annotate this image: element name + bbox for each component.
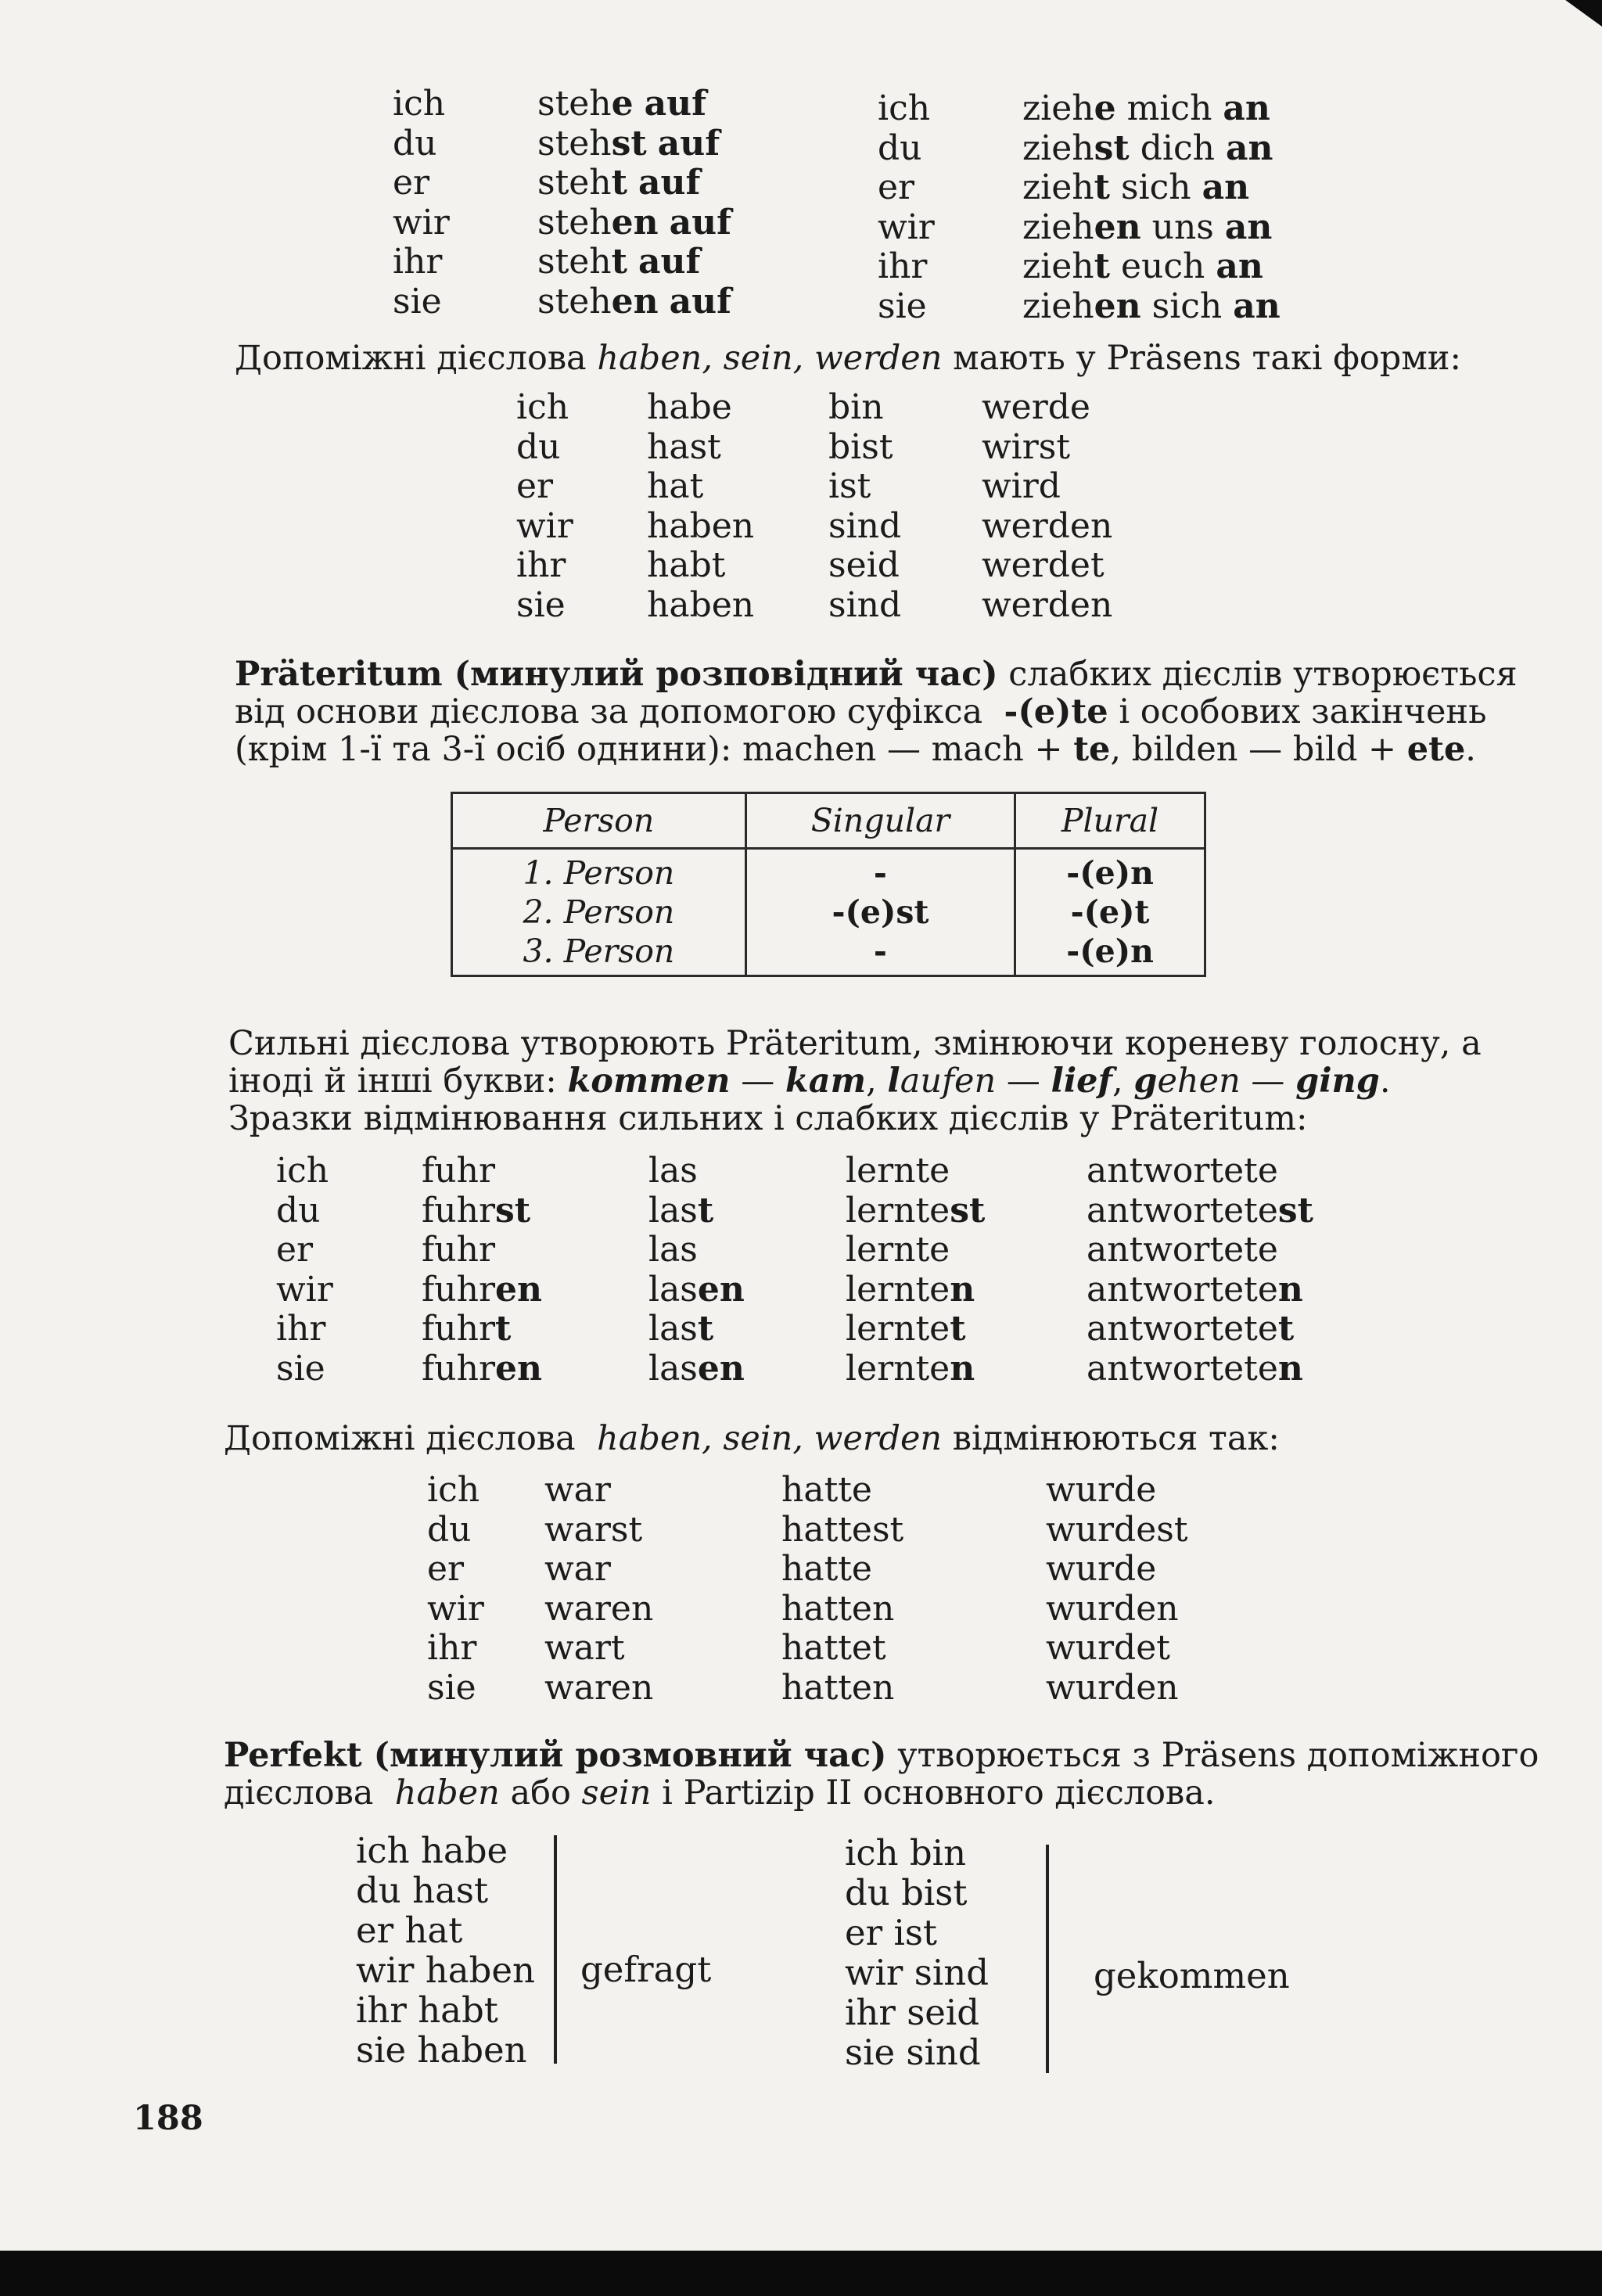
reflexive-pronoun: sich (1151, 286, 1223, 326)
verb-form: wart (544, 1628, 625, 1668)
verb-stem: zieh (1022, 88, 1094, 128)
verb-stem: antwortete (1087, 1348, 1278, 1389)
verb-form: wirst (982, 426, 1071, 467)
verb-stem: lernte (846, 1348, 950, 1389)
verb-form (1022, 129, 1304, 169)
verb-form: hatten (781, 1667, 895, 1708)
persons-cell (452, 849, 746, 976)
separable-verb-table-aufstehen (393, 84, 772, 322)
verb-ending: t (1094, 246, 1110, 286)
verb-form: werdet (982, 545, 1105, 585)
pronoun: ihr (393, 242, 443, 282)
verb-stem: fuhr (422, 1269, 495, 1310)
pronoun: du (276, 1190, 321, 1231)
verb-form: warst (544, 1509, 643, 1550)
verb-stem: steh (537, 123, 612, 163)
pronoun: wir (276, 1269, 333, 1310)
verb-form: seid (828, 545, 900, 585)
verb-form: wurdest (1046, 1509, 1188, 1550)
verb-particle: auf (638, 242, 701, 282)
verb-stem: zieh (1022, 246, 1094, 286)
verb-stem: las (648, 1348, 698, 1389)
pronoun: ihr (276, 1309, 326, 1349)
verb-form: sind (828, 505, 902, 546)
reflexive-pronoun: mich (1126, 88, 1212, 128)
aux-praeteritum-intro: Допоміжні дієслова haben, sein, werden відмінюються так: (224, 1419, 1280, 1458)
auxiliary-form: er ist (845, 1912, 938, 1953)
verb-stem: antwortete (1087, 1190, 1278, 1231)
verb-form (648, 1191, 846, 1231)
verb-form: werde (982, 387, 1090, 427)
verb-form: waren (544, 1588, 654, 1629)
plural-cell (1015, 849, 1205, 976)
verb-form (537, 84, 772, 124)
pronoun: ihr (516, 545, 566, 585)
verb-form: war (544, 1470, 611, 1510)
verb-particle: auf (657, 123, 720, 163)
verb-ending: n (950, 1348, 975, 1389)
verb-form (648, 1310, 846, 1349)
aux-praesens-table (516, 388, 1122, 625)
verb-form (1087, 1191, 1321, 1231)
verb-form: hast (647, 426, 721, 467)
singular-cell (745, 849, 1015, 976)
verb-form (648, 1349, 846, 1389)
verb-form: ist (828, 466, 871, 506)
header-plural: Plural (1015, 793, 1205, 849)
verb-form: hattet (781, 1628, 886, 1668)
auxiliary-form: wir haben (356, 1949, 535, 1991)
verb-stem: lernte (846, 1151, 950, 1191)
verb-form (537, 203, 772, 243)
verb-form: wurde (1046, 1549, 1157, 1589)
verb-ending: st (611, 123, 647, 163)
verb-ending: e (1094, 88, 1116, 128)
verb-stem: zieh (1022, 167, 1094, 207)
verb-ending: en (1094, 207, 1141, 247)
verb-form (1022, 89, 1304, 129)
person-3: 3. Person (523, 932, 675, 970)
verb-form (1022, 168, 1304, 208)
verb-ending: t (697, 1309, 714, 1349)
pronoun: du (427, 1509, 472, 1550)
verb-particle: an (1224, 207, 1273, 247)
verb-particle: auf (669, 281, 732, 322)
scan-corner-mark (1555, 0, 1602, 27)
verb-ending: st (1094, 128, 1130, 168)
perfekt-sein-forms (845, 1833, 989, 2072)
singular-2: -(e)st (832, 893, 929, 931)
separable-verb-table-anziehen (878, 89, 1304, 326)
auxiliary-form: sie haben (356, 2029, 527, 2071)
pronoun: sie (427, 1667, 476, 1708)
verb-form (537, 163, 772, 203)
verb-form: wurden (1046, 1667, 1179, 1708)
pronoun: du (878, 128, 922, 168)
verb-ending: n (950, 1269, 975, 1310)
verb-ending: en (697, 1269, 745, 1310)
pronoun: er (276, 1230, 314, 1270)
auxiliary-form: wir sind (845, 1952, 989, 1993)
verb-form (422, 1191, 648, 1231)
verb-form (422, 1152, 648, 1191)
verb-stem: steh (537, 281, 612, 322)
verb-stem: las (648, 1269, 698, 1310)
verb-ending: t (611, 163, 627, 203)
pronoun: du (516, 426, 561, 467)
verb-ending: n (1277, 1348, 1303, 1389)
verb-stem: zieh (1022, 128, 1094, 168)
table-body-row (452, 849, 1205, 976)
pronoun: er (878, 167, 915, 207)
pronoun: er (427, 1549, 465, 1589)
verb-form: wurdet (1046, 1628, 1170, 1668)
verb-ending: t (495, 1309, 512, 1349)
verb-form: wird (982, 466, 1061, 506)
verb-particle: an (1233, 286, 1281, 326)
verb-stem: las (648, 1190, 698, 1231)
reflexive-pronoun: uns (1151, 207, 1214, 247)
verb-form (422, 1270, 648, 1310)
verb-form (1087, 1270, 1321, 1310)
plural-2: -(e)t (1070, 893, 1150, 931)
praeteritum-conjugation-table (276, 1152, 1321, 1389)
verb-form (1022, 287, 1304, 327)
verb-stem: antwortete (1087, 1309, 1278, 1349)
verb-ending: t (1277, 1309, 1295, 1349)
pronoun: ich (516, 387, 569, 427)
auxiliary-form: ihr habt (356, 1989, 498, 2031)
verb-form (1087, 1152, 1321, 1191)
pronoun: wir (427, 1588, 484, 1629)
verb-form (537, 243, 772, 282)
auxiliary-form: er hat (356, 1910, 463, 1951)
plural-3: -(e)n (1066, 932, 1154, 970)
reflexive-pronoun: dich (1140, 128, 1215, 168)
pronoun: ich (393, 84, 446, 124)
auxiliary-form: sie sind (845, 2032, 981, 2073)
verb-form (846, 1349, 1087, 1389)
verb-ending: en (495, 1348, 542, 1389)
verb-stem: steh (537, 84, 612, 124)
verb-form: waren (544, 1667, 654, 1708)
personal-endings-table (451, 792, 1206, 977)
aux-praeteritum-table (427, 1471, 1187, 1708)
perfekt-participle-gefragt: gefragt (580, 1949, 712, 1990)
verb-ending: st (950, 1190, 986, 1231)
verb-particle: auf (644, 84, 707, 124)
verb-form (648, 1231, 846, 1270)
pronoun: sie (393, 281, 442, 322)
verb-particle: an (1223, 88, 1270, 128)
auxiliary-form: ihr seid (845, 1992, 980, 2033)
verb-ending: e (611, 84, 634, 124)
verb-ending: t (611, 242, 627, 282)
header-person: Person (452, 793, 746, 849)
pronoun: ihr (427, 1628, 477, 1668)
singular-1: - (873, 854, 887, 892)
verb-form (846, 1152, 1087, 1191)
auxiliary-form: ich bin (845, 1832, 967, 1874)
pronoun: ich (427, 1470, 480, 1510)
person-1: 1. Person (523, 854, 675, 892)
verb-form (537, 282, 772, 322)
pronoun: wir (878, 207, 935, 247)
divider-line-haben (554, 1835, 557, 2064)
scan-bottom-edge (0, 2251, 1602, 2296)
verb-form: bist (828, 426, 893, 467)
pronoun: er (516, 466, 554, 506)
verb-stem: las (648, 1230, 698, 1270)
plural-1: -(e)n (1066, 854, 1154, 892)
verb-form (1087, 1310, 1321, 1349)
page-number: 188 (133, 2099, 203, 2138)
auxiliary-form: du bist (845, 1872, 968, 1913)
person-2: 2. Person (523, 893, 675, 931)
verb-stem: las (648, 1309, 698, 1349)
verb-stem: antwortete (1087, 1269, 1278, 1310)
verb-stem: fuhr (422, 1151, 495, 1191)
auxiliary-form: du hast (356, 1870, 489, 1911)
verb-form (537, 124, 772, 164)
strong-verbs-paragraph: Сильні дієслова утворюють Präteritum, змінюючи кореневу голосну, а іноді й інші букви: kommen — kam, laufen — lief, gehen — ging. Зразки відмінювання сильних і слабких дієслів у Präteritum: (228, 1024, 1482, 1138)
pronoun: wir (393, 202, 450, 243)
verb-ending: en (495, 1269, 542, 1310)
verb-form (846, 1191, 1087, 1231)
verb-stem: lernte (846, 1230, 950, 1270)
verb-form: habe (647, 387, 732, 427)
reflexive-pronoun: euch (1120, 246, 1205, 286)
verb-form: hatte (781, 1549, 872, 1589)
aux-praesens-intro: Допоміжні дієслова haben, sein, werden мають у Präsens такі форми: (235, 339, 1461, 378)
verb-form (1087, 1349, 1321, 1389)
pronoun: ich (276, 1151, 329, 1191)
header-singular: Singular (745, 793, 1015, 849)
verb-form (1022, 208, 1304, 248)
verb-particle: auf (638, 163, 701, 203)
pronoun: sie (516, 584, 566, 625)
verb-ending: en (611, 202, 659, 243)
verb-particle: an (1216, 246, 1263, 286)
verb-particle: auf (669, 202, 732, 243)
verb-form: bin (828, 387, 884, 427)
verb-form (846, 1310, 1087, 1349)
verb-form: werden (982, 505, 1113, 546)
verb-form (648, 1152, 846, 1191)
verb-form: hattest (781, 1509, 904, 1550)
verb-stem: fuhr (422, 1348, 495, 1389)
verb-stem: zieh (1022, 207, 1094, 247)
verb-stem: steh (537, 242, 612, 282)
pronoun: sie (878, 286, 927, 326)
verb-form: wurde (1046, 1470, 1157, 1510)
verb-form (422, 1349, 648, 1389)
verb-form: werden (982, 584, 1113, 625)
verb-stem: fuhr (422, 1190, 495, 1231)
verb-form (648, 1270, 846, 1310)
pronoun: ihr (878, 246, 928, 286)
verb-ending: t (950, 1309, 966, 1349)
verb-stem: antwortete (1087, 1230, 1278, 1270)
verb-form (1087, 1231, 1321, 1270)
reflexive-pronoun: sich (1120, 167, 1191, 207)
verb-ending: st (1277, 1190, 1313, 1231)
verb-form: hat (647, 466, 704, 506)
auxiliary-form: ich habe (356, 1830, 508, 1871)
verb-stem: fuhr (422, 1309, 495, 1349)
verb-particle: an (1202, 167, 1250, 207)
verb-form: wurden (1046, 1588, 1179, 1629)
verb-ending: n (1277, 1269, 1303, 1310)
verb-ending: t (697, 1190, 714, 1231)
verb-form: sind (828, 584, 902, 625)
perfekt-haben-forms (356, 1831, 535, 2070)
verb-form: haben (647, 584, 755, 625)
verb-stem: zieh (1022, 286, 1094, 326)
verb-stem: steh (537, 202, 612, 243)
verb-ending: en (697, 1348, 745, 1389)
verb-form: hatten (781, 1588, 895, 1629)
verb-form: hatte (781, 1470, 872, 1510)
verb-ending: en (611, 281, 659, 322)
pronoun: du (393, 123, 437, 163)
pronoun: wir (516, 505, 573, 546)
verb-stem: fuhr (422, 1230, 495, 1270)
table-header-row (452, 793, 1205, 849)
verb-form (1022, 247, 1304, 287)
verb-form (422, 1231, 648, 1270)
perfekt-rule: Perfekt (минулий розмовний час) утворюється з Präsens допоміжного дієслова haben або sein і Partizip II основного дієслова. (224, 1736, 1539, 1813)
verb-stem: lernte (846, 1269, 950, 1310)
verb-stem: las (648, 1151, 698, 1191)
pronoun: sie (276, 1348, 325, 1389)
divider-line-sein (1046, 1845, 1049, 2073)
verb-stem: steh (537, 163, 612, 203)
verb-form: haben (647, 505, 755, 546)
verb-form (422, 1310, 648, 1349)
verb-stem: lernte (846, 1309, 950, 1349)
pronoun: ich (878, 88, 931, 128)
perfekt-participle-gekommen: gekommen (1094, 1955, 1290, 1996)
verb-stem: antwortete (1087, 1151, 1278, 1191)
singular-3: - (873, 932, 887, 970)
verb-form: war (544, 1549, 611, 1589)
pronoun: er (393, 163, 430, 203)
verb-particle: an (1225, 128, 1273, 168)
verb-ending: t (1094, 167, 1110, 207)
praeteritum-rule: Präteritum (минулий розповідний час) слабких дієслів утворюється від основи дієслова за допомогою суфікса -(e)te і особових закінчень (крім 1-ї та 3-ї осіб однини): machen — mach + te, bilden — bild + ete. (235, 655, 1518, 769)
verb-form (846, 1270, 1087, 1310)
verb-ending: st (495, 1190, 531, 1231)
verb-form: habt (647, 545, 726, 585)
verb-stem: lernte (846, 1190, 950, 1231)
verb-ending: en (1094, 286, 1141, 326)
verb-form (846, 1231, 1087, 1270)
